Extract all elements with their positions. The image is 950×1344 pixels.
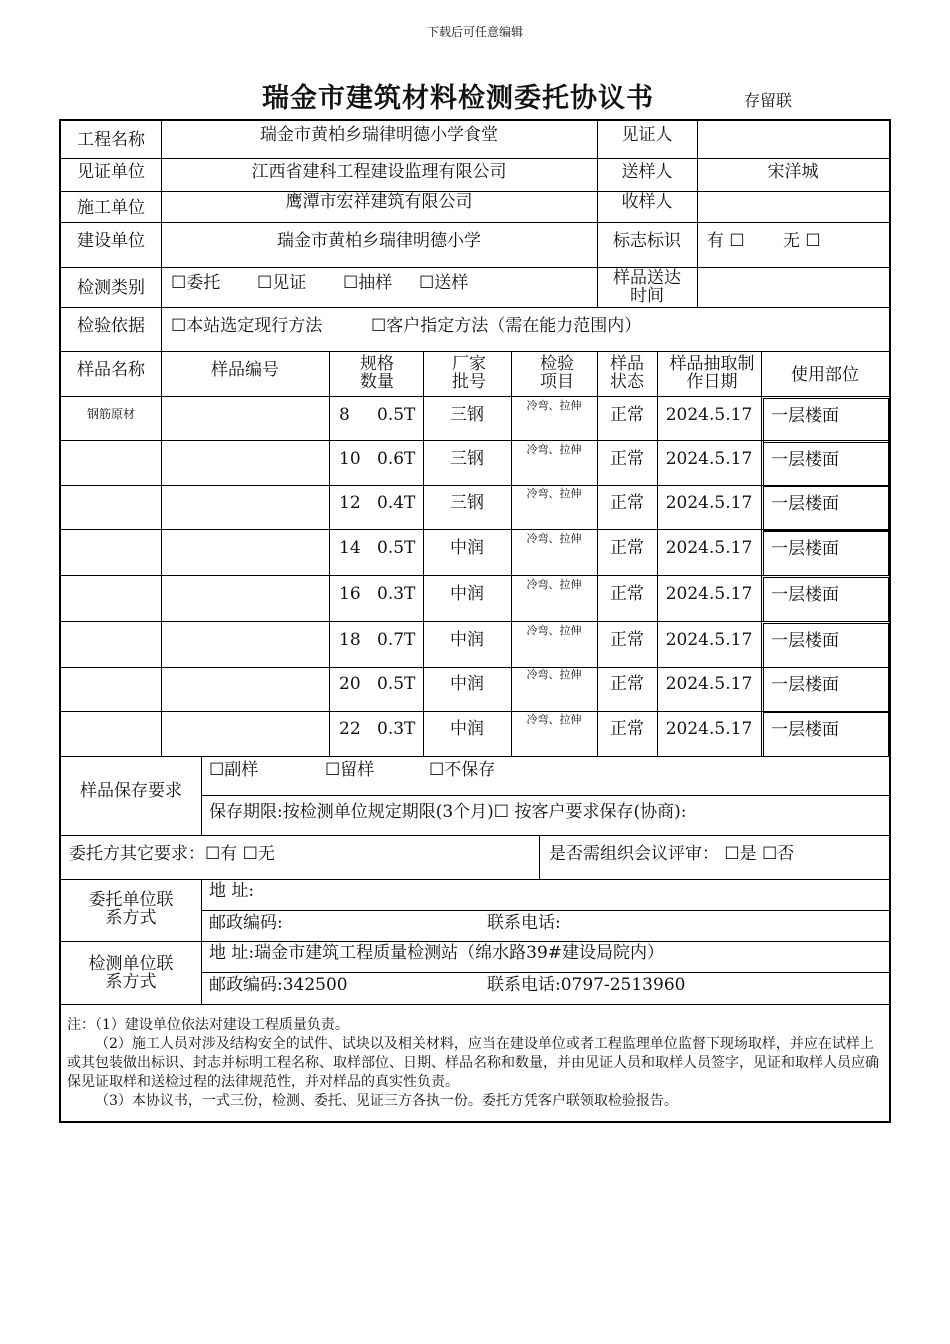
use-location-cell: 一层楼面 (771, 406, 839, 426)
test-items-cell: 冷弯、拉伸 (526, 624, 582, 637)
test-items-cell: 冷弯、拉伸 (526, 713, 582, 726)
sample-name-cell: 钢筋原材 (86, 407, 135, 421)
note-1: 注：（1）建设单位依法对建设工程质量负责。 (67, 1017, 349, 1033)
date-cell: 2024.5.17 (665, 674, 753, 694)
storage-label: 样品保存要求 (80, 781, 182, 801)
date-cell: 2024.5.17 (665, 630, 753, 650)
lab-phone: 联系电话:0797-2513960 (487, 975, 686, 995)
lab-contact-label: 检测单位联系方式 (88, 954, 174, 992)
test-items-cell: 冷弯、拉伸 (526, 668, 582, 681)
qty-cell: 0.5T (377, 405, 416, 425)
col-sample-date: 样品抽取制作日期 (669, 354, 755, 392)
other-requirements[interactable]: 委托方其它要求：☐有 ☐无 (69, 844, 275, 864)
spec-cell: 10 (339, 449, 361, 469)
use-location-cell: 一层楼面 (771, 450, 839, 470)
witness-label: 见证人 (621, 125, 673, 145)
spec-cell: 22 (339, 719, 361, 739)
mark-label: 标志标识 (613, 231, 681, 251)
date-cell: 2024.5.17 (665, 493, 753, 513)
page-title: 瑞金市建筑材料检测委托协议书 (262, 83, 654, 114)
spec-cell: 18 (339, 630, 361, 650)
builder-value: 瑞金市黄柏乡瑞律明德小学 (277, 231, 481, 251)
test-items-cell: 冷弯、拉伸 (526, 443, 582, 456)
date-cell: 2024.5.17 (665, 449, 753, 469)
test-type-sampling-checkbox[interactable]: ☐抽样 (343, 273, 393, 293)
col-test-items: 检验项目 (540, 354, 574, 392)
use-location-cell: 一层楼面 (771, 539, 839, 559)
spec-cell: 20 (339, 674, 361, 694)
test-type-delivery-checkbox[interactable]: ☐送样 (419, 273, 469, 293)
date-cell: 2024.5.17 (665, 584, 753, 604)
qty-cell: 0.3T (377, 719, 416, 739)
project-name-label: 工程名称 (77, 130, 145, 150)
witness-unit-label: 见证单位 (77, 162, 145, 182)
test-items-cell: 冷弯、拉伸 (526, 578, 582, 591)
storage-retain-checkbox[interactable]: ☐留样 (325, 760, 375, 780)
client-contact-label: 委托单位联系方式 (88, 890, 174, 928)
qty-cell: 0.3T (377, 584, 416, 604)
sender-label: 送样人 (621, 162, 673, 182)
mark-no-checkbox[interactable]: 无 ☐ (783, 231, 821, 251)
maker-cell: 中润 (450, 538, 484, 558)
meeting-review[interactable]: 是否需组织会议评审： ☐是 ☐否 (549, 844, 795, 864)
spec-cell: 8 (339, 405, 350, 425)
witness-unit-value: 江西省建科工程建设监理有限公司 (251, 162, 507, 182)
test-items-cell: 冷弯、拉伸 (526, 399, 582, 412)
spec-cell: 14 (339, 538, 361, 558)
state-cell: 正常 (610, 405, 644, 425)
receiver-label: 收样人 (621, 192, 673, 212)
maker-cell: 三钢 (450, 449, 484, 469)
col-sample-code: 样品编号 (211, 360, 279, 380)
state-cell: 正常 (610, 584, 644, 604)
state-cell: 正常 (610, 493, 644, 513)
lab-postcode: 邮政编码:342500 (209, 975, 348, 995)
state-cell: 正常 (610, 449, 644, 469)
maker-cell: 中润 (450, 630, 484, 650)
date-cell: 2024.5.17 (665, 719, 753, 739)
mark-yes-checkbox[interactable]: 有 ☐ (707, 231, 745, 251)
test-type-label: 检测类别 (77, 278, 145, 298)
use-location-cell: 一层楼面 (771, 585, 839, 605)
use-location-cell: 一层楼面 (771, 631, 839, 651)
use-location-cell: 一层楼面 (771, 720, 839, 740)
notes-section (67, 1016, 885, 1111)
state-cell: 正常 (610, 538, 644, 558)
use-location-cell: 一层楼面 (771, 494, 839, 514)
storage-duplicate-checkbox[interactable]: ☐副样 (209, 760, 259, 780)
test-type-witness-checkbox[interactable]: ☐见证 (257, 273, 307, 293)
col-use-location: 使用部位 (791, 365, 859, 385)
contractor-label: 施工单位 (77, 198, 145, 218)
test-items-cell: 冷弯、拉伸 (526, 487, 582, 500)
commission-form (59, 119, 891, 1123)
state-cell: 正常 (610, 719, 644, 739)
date-cell: 2024.5.17 (665, 538, 753, 558)
spec-cell: 16 (339, 584, 361, 604)
note-3: （3）本协议书，一式三份，检测、委托、见证三方各执一份。委托方凭客户联领取检验报告。 (95, 1093, 678, 1109)
qty-cell: 0.7T (377, 630, 416, 650)
qty-cell: 0.6T (377, 449, 416, 469)
copy-label: 存留联 (744, 91, 793, 110)
test-type-commission-checkbox[interactable]: ☐委托 (171, 273, 221, 293)
col-sample-state: 样品状态 (610, 354, 644, 392)
maker-cell: 中润 (450, 719, 484, 739)
storage-period: 保存期限:按检测单位规定期限(3个月)☐ 按客户要求保存(协商): (209, 802, 687, 822)
maker-cell: 三钢 (450, 493, 484, 513)
top-note: 下载后可任意编辑 (426, 25, 523, 39)
client-address: 地 址: (209, 881, 255, 901)
project-name-value: 瑞金市黄柏乡瑞律明德小学食堂 (260, 125, 498, 145)
qty-cell: 0.5T (377, 538, 416, 558)
client-postcode: 邮政编码: (209, 913, 283, 933)
test-items-cell: 冷弯、拉伸 (526, 532, 582, 545)
basis-client-checkbox[interactable]: ☐客户指定方法（需在能力范围内） (371, 316, 642, 336)
builder-label: 建设单位 (77, 231, 145, 251)
qty-cell: 0.4T (377, 493, 416, 513)
date-cell: 2024.5.17 (665, 405, 753, 425)
use-location-cell: 一层楼面 (771, 675, 839, 695)
col-maker-batch: 厂家批号 (452, 354, 486, 392)
basis-standard-checkbox[interactable]: ☐本站选定现行方法 (171, 316, 323, 336)
state-cell: 正常 (610, 630, 644, 650)
spec-cell: 12 (339, 493, 361, 513)
delivery-time-label: 样品送达时间 (613, 268, 681, 306)
lab-address: 地 址:瑞金市建筑工程质量检测站（绵水路39#建设局院内） (209, 943, 665, 963)
maker-cell: 中润 (450, 674, 484, 694)
state-cell: 正常 (610, 674, 644, 694)
col-sample-name: 样品名称 (77, 360, 145, 380)
maker-cell: 中润 (450, 584, 484, 604)
note-2: （2）施工人员对涉及结构安全的试件、试块以及相关材料，应当在建设单位或者工程监理单位监督下现场取样，并应在试样上或其包装做出标识、封志并标明工程名称、取样部位、日期、样品名称和数量，并由见证人员和取样人员签字，见证和取样人员应确保见证取样和送检过程的法律规范性，并对样品的真实性负责。 (67, 1036, 879, 1090)
maker-cell: 三钢 (450, 405, 484, 425)
basis-label: 检验依据 (77, 316, 145, 336)
sender-value: 宋洋城 (767, 162, 819, 182)
client-phone: 联系电话: (487, 913, 561, 933)
qty-cell: 0.5T (377, 674, 416, 694)
contractor-value: 鹰潭市宏祥建筑有限公司 (285, 192, 473, 212)
col-spec-qty: 规格数量 (360, 354, 394, 392)
storage-none-checkbox[interactable]: ☐不保存 (429, 760, 496, 780)
